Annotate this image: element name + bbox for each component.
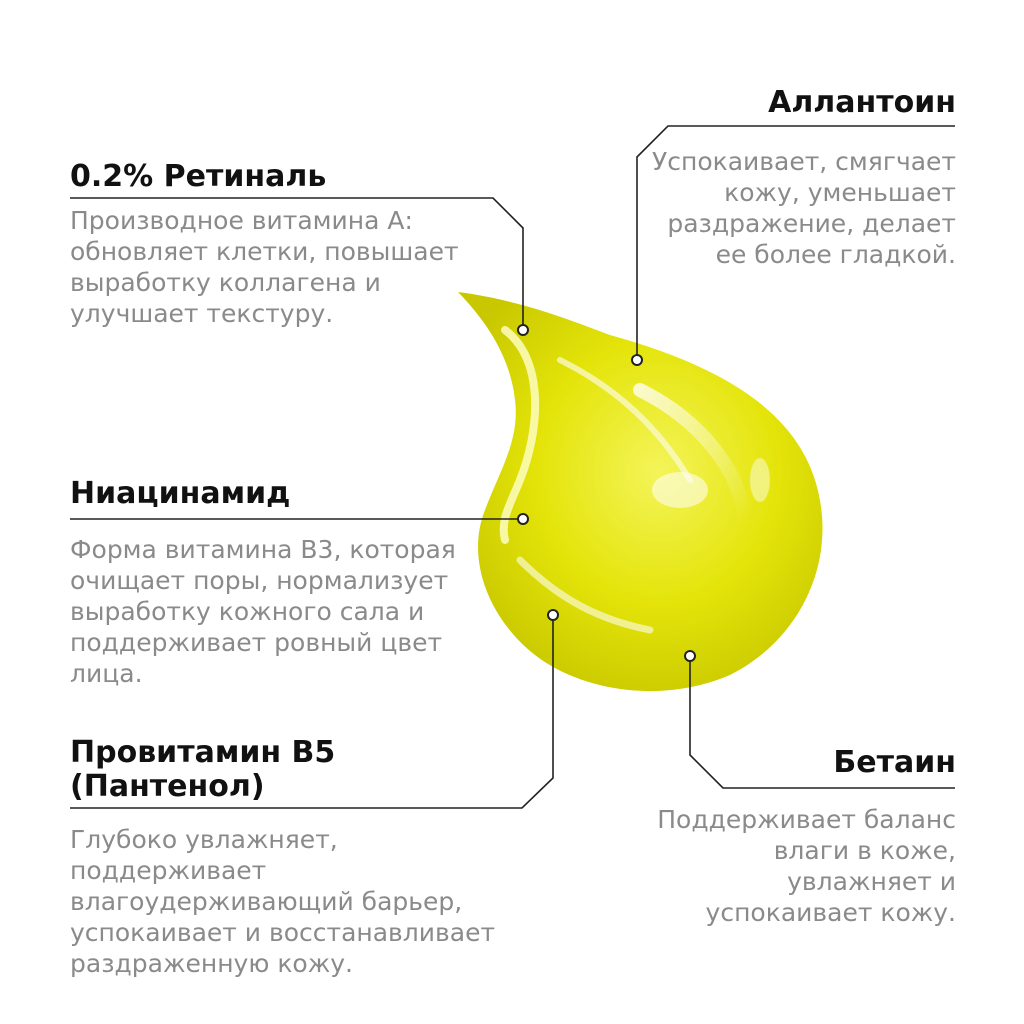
ingredient-description-allantoin: Успокаивает, смягчает кожу, уменьшает раздражение, делает ее более гладкой.: [652, 147, 956, 269]
marker-retinal: [518, 325, 528, 335]
ingredient-title-niacinamide: Ниацинамид: [70, 476, 291, 511]
marker-panthenol: [548, 610, 558, 620]
ingredient-description-retinal: Производное витамина А: обновляет клетки, повышает выработку коллагена и улучшает текстуру.: [70, 206, 459, 328]
ingredient-title-retinal: 0.2% Ретиналь: [70, 159, 327, 194]
ingredient-title-allantoin: Аллантоин: [768, 85, 956, 120]
marker-betaine: [685, 651, 695, 661]
ingredient-title-panthenol: Провитамин В5 (Пантенол): [70, 735, 336, 804]
ingredient-title-betaine: Бетаин: [833, 745, 956, 780]
marker-niacinamide: [518, 514, 528, 524]
marker-allantoin: [632, 355, 642, 365]
ingredient-description-panthenol: Глубоко увлажняет, поддерживает влагоудерживающий барьер, успокаивает и восстанавливает раздраженную кожу.: [70, 825, 496, 978]
ingredient-description-betaine: Поддерживает баланс влаги в коже, увлажняет и успокаивает кожу.: [657, 805, 956, 927]
ingredient-description-niacinamide: Форма витамина В3, которая очищает поры, нормализует выработку кожного сала и поддерживает ровный цвет лица.: [70, 535, 456, 688]
